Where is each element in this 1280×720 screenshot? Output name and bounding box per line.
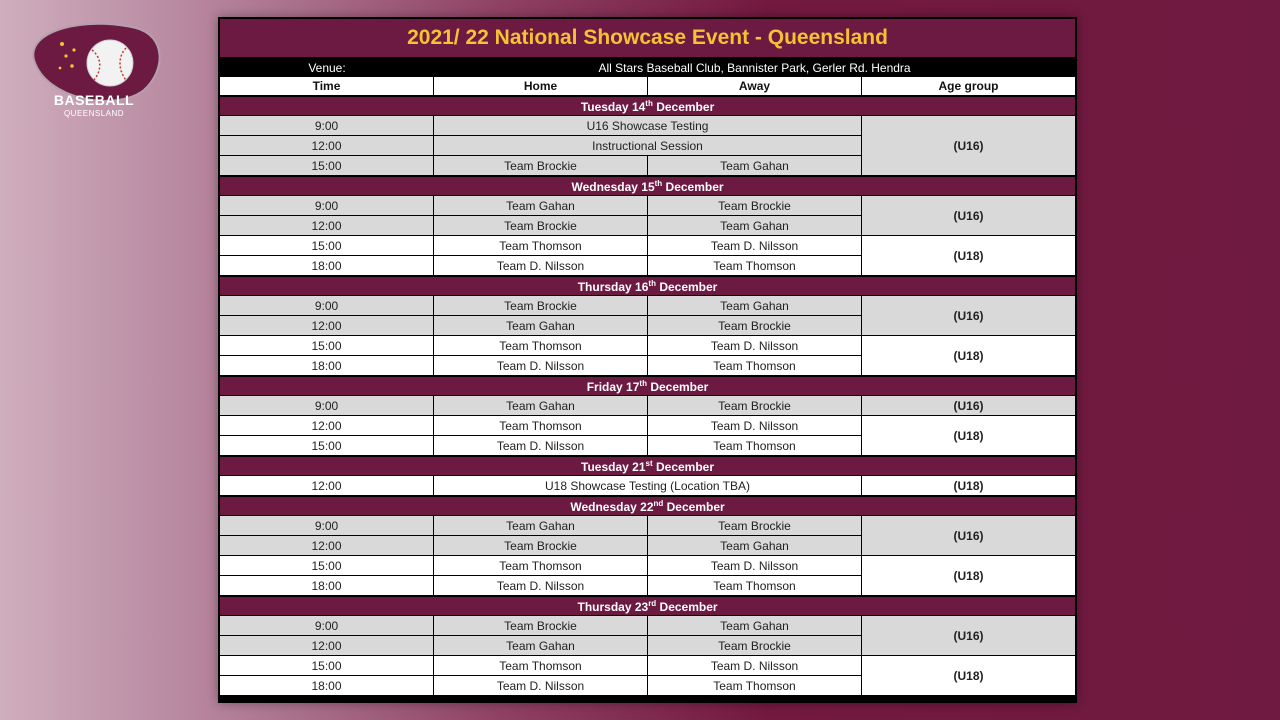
- home-cell: Team Thomson: [434, 416, 648, 436]
- home-cell: Team Brockie: [434, 216, 648, 236]
- header-age-group: Age group: [862, 77, 1075, 96]
- away-cell: Team Thomson: [648, 576, 862, 596]
- age-group-cell: (U16): [862, 296, 1075, 336]
- table-row: [220, 336, 1075, 356]
- age-group-cell: (U16): [862, 396, 1075, 416]
- table-row: [220, 656, 1075, 676]
- time-cell: 12:00: [220, 316, 434, 336]
- time-cell: 12:00: [220, 536, 434, 556]
- home-cell: Team Gahan: [434, 196, 648, 216]
- away-cell: Team Gahan: [648, 216, 862, 236]
- home-cell: Team Thomson: [434, 556, 648, 576]
- away-cell: Team Thomson: [648, 436, 862, 456]
- time-cell: 15:00: [220, 656, 434, 676]
- time-cell: 12:00: [220, 476, 434, 496]
- age-group-cell: (U16): [862, 116, 1075, 176]
- time-cell: 12:00: [220, 216, 434, 236]
- home-cell: Team Gahan: [434, 636, 648, 656]
- away-cell: Team D. Nilsson: [648, 416, 862, 436]
- time-cell: 9:00: [220, 516, 434, 536]
- away-cell: Team Brockie: [648, 396, 862, 416]
- table-row: [220, 416, 1075, 436]
- session-cell: U16 Showcase Testing: [434, 116, 862, 136]
- header-home: Home: [434, 77, 648, 96]
- day-header: Tuesday 14th December: [220, 96, 1075, 116]
- time-cell: 9:00: [220, 116, 434, 136]
- time-cell: 9:00: [220, 296, 434, 316]
- age-group-cell: (U18): [862, 476, 1075, 496]
- day-header: Tuesday 21st December: [220, 456, 1075, 476]
- time-cell: 9:00: [220, 396, 434, 416]
- away-cell: Team D. Nilsson: [648, 336, 862, 356]
- logo-line-1: BASEBALL: [53, 92, 135, 108]
- age-group-cell: (U18): [862, 336, 1075, 376]
- table-row: [220, 556, 1075, 576]
- away-cell: Team Gahan: [648, 536, 862, 556]
- away-cell: Team Thomson: [648, 356, 862, 376]
- home-cell: Team Thomson: [434, 236, 648, 256]
- day-header: Thursday 16th December: [220, 276, 1075, 296]
- time-cell: 15:00: [220, 436, 434, 456]
- away-cell: Team D. Nilsson: [648, 236, 862, 256]
- age-group-cell: (U18): [862, 416, 1075, 456]
- home-cell: Team Thomson: [434, 336, 648, 356]
- time-cell: 12:00: [220, 136, 434, 156]
- away-cell: Team D. Nilsson: [648, 656, 862, 676]
- home-cell: Team Gahan: [434, 516, 648, 536]
- home-cell: Team D. Nilsson: [434, 356, 648, 376]
- home-cell: Team Thomson: [434, 656, 648, 676]
- time-cell: 12:00: [220, 636, 434, 656]
- time-cell: 18:00: [220, 576, 434, 596]
- time-cell: 15:00: [220, 336, 434, 356]
- home-cell: Team D. Nilsson: [434, 676, 648, 696]
- table-row: [220, 196, 1075, 216]
- home-cell: Team Brockie: [434, 156, 648, 176]
- table-row: [220, 476, 1075, 496]
- time-cell: 9:00: [220, 196, 434, 216]
- table-row: [220, 516, 1075, 536]
- home-cell: Team Brockie: [434, 616, 648, 636]
- age-group-cell: (U16): [862, 616, 1075, 656]
- session-cell: U18 Showcase Testing (Location TBA): [434, 476, 862, 496]
- time-cell: 18:00: [220, 356, 434, 376]
- day-header: Wednesday 22nd December: [220, 496, 1075, 516]
- away-cell: Team Brockie: [648, 316, 862, 336]
- away-cell: Team Gahan: [648, 296, 862, 316]
- away-cell: Team Thomson: [648, 676, 862, 696]
- away-cell: Team D. Nilsson: [648, 556, 862, 576]
- logo-text: [26, 92, 162, 118]
- time-cell: 18:00: [220, 256, 434, 276]
- home-cell: Team Brockie: [434, 536, 648, 556]
- away-cell: Team Thomson: [648, 256, 862, 276]
- day-header: Thursday 23rd December: [220, 596, 1075, 616]
- home-cell: Team D. Nilsson: [434, 256, 648, 276]
- time-cell: 18:00: [220, 676, 434, 696]
- time-cell: 15:00: [220, 236, 434, 256]
- day-header: Friday 17th December: [220, 376, 1075, 396]
- away-cell: Team Brockie: [648, 196, 862, 216]
- away-cell: Team Gahan: [648, 156, 862, 176]
- table-row: [220, 296, 1075, 316]
- home-cell: Team Gahan: [434, 396, 648, 416]
- age-group-cell: (U18): [862, 656, 1075, 696]
- table-row: [220, 616, 1075, 636]
- day-header: Wednesday 15th December: [220, 176, 1075, 196]
- venue-value: All Stars Baseball Club, Bannister Park, Gerler Rd. Hendra: [434, 59, 1075, 77]
- page-title: 2021/ 22 National Showcase Event - Queensland: [220, 19, 1075, 59]
- home-cell: Team D. Nilsson: [434, 436, 648, 456]
- home-cell: Team Gahan: [434, 316, 648, 336]
- home-cell: Team Brockie: [434, 296, 648, 316]
- away-cell: Team Gahan: [648, 616, 862, 636]
- schedule-sheet: [218, 17, 1077, 703]
- age-group-cell: (U18): [862, 236, 1075, 276]
- session-cell: Instructional Session: [434, 136, 862, 156]
- age-group-cell: (U16): [862, 516, 1075, 556]
- header-time: Time: [220, 77, 434, 96]
- time-cell: 15:00: [220, 556, 434, 576]
- venue-label: Venue:: [220, 59, 434, 77]
- table-row: [220, 396, 1075, 416]
- time-cell: 9:00: [220, 616, 434, 636]
- schedule-table: [220, 19, 1075, 696]
- away-cell: Team Brockie: [648, 516, 862, 536]
- logo-line-2: QUEENSLAND: [63, 109, 125, 118]
- table-row: [220, 116, 1075, 136]
- time-cell: 15:00: [220, 156, 434, 176]
- age-group-cell: (U16): [862, 196, 1075, 236]
- time-cell: 12:00: [220, 416, 434, 436]
- header-away: Away: [648, 77, 862, 96]
- age-group-cell: (U18): [862, 556, 1075, 596]
- table-row: [220, 236, 1075, 256]
- away-cell: Team Brockie: [648, 636, 862, 656]
- home-cell: Team D. Nilsson: [434, 576, 648, 596]
